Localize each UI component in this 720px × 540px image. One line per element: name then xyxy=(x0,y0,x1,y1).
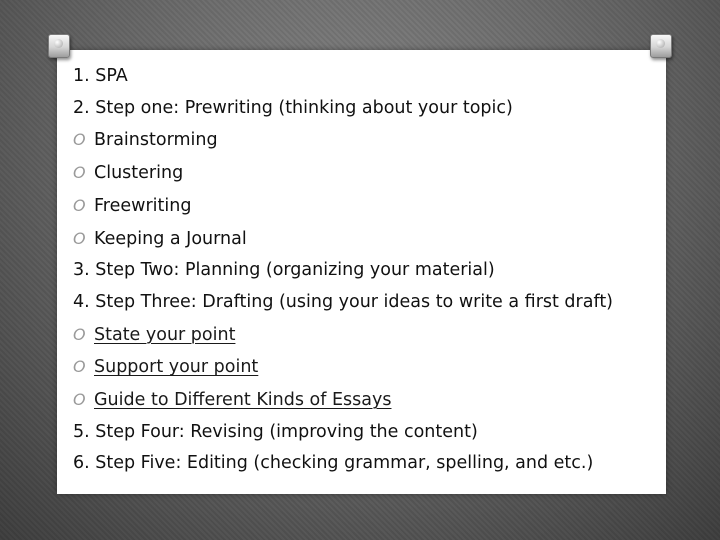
bullet-marker-icon: O xyxy=(73,390,86,410)
bullet-item-freewriting xyxy=(73,190,663,223)
bullet-text: Clustering xyxy=(94,163,184,184)
bullet-marker-icon: O xyxy=(73,195,86,215)
pushpin-right-icon xyxy=(650,34,672,58)
bullet-text: Keeping a Journal xyxy=(94,228,247,249)
bullet-marker-icon: O xyxy=(73,357,86,377)
step-item-3: 3. Step Two: Planning (organizing your material) xyxy=(73,260,495,281)
step-item-4: 4. Step Three: Drafting (using your ideas to write a first draft) xyxy=(73,291,614,312)
bullet-item-clustering xyxy=(73,157,663,190)
pushpin-left-icon xyxy=(48,34,70,58)
essay-guide-link[interactable]: Guide to Different Kinds of Essays xyxy=(94,390,392,411)
link-item-support-point[interactable] xyxy=(73,351,663,384)
bullet-marker-icon: O xyxy=(73,163,86,183)
step-item-6: 6. Step Five: Editing (checking grammar, spelling, and etc.) xyxy=(73,453,594,474)
state-your-point-link[interactable]: State your point xyxy=(94,324,236,345)
bullet-text: Brainstorming xyxy=(94,130,218,151)
slide-content xyxy=(73,61,663,480)
link-item-state-point[interactable] xyxy=(73,319,663,352)
bullet-text: Freewriting xyxy=(94,195,192,216)
link-item-essay-guide[interactable] xyxy=(73,384,663,417)
bullet-marker-icon: O xyxy=(73,130,86,150)
bullet-item-brainstorming xyxy=(73,124,663,157)
bullet-marker-icon: O xyxy=(73,228,86,248)
step-item-2: 2. Step one: Prewriting (thinking about your topic) xyxy=(73,97,513,118)
step-item-1: 1. SPA xyxy=(73,66,128,86)
step-item-5: 5. Step Four: Revising (improving the content) xyxy=(73,421,478,442)
bullet-marker-icon: O xyxy=(73,324,86,344)
support-your-point-link[interactable]: Support your point xyxy=(94,357,259,378)
bullet-item-journal xyxy=(73,223,663,256)
